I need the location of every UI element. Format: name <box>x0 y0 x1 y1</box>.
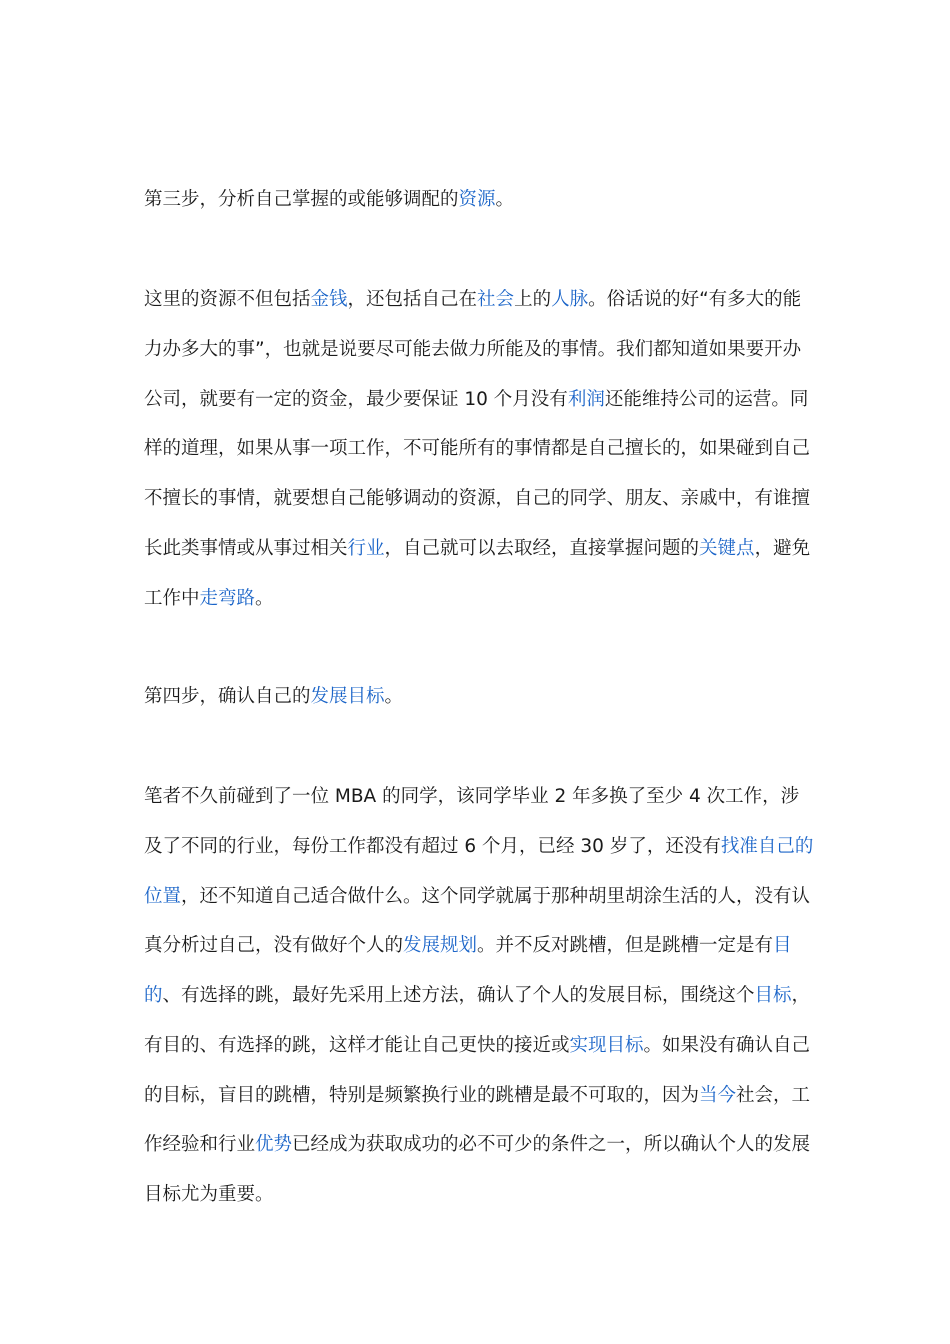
step3-heading <box>144 175 814 225</box>
text-run: ，避免工作中 <box>144 537 811 609</box>
text-run: 。 <box>384 686 404 707</box>
text-run: 已经成为获取成功的必不可少的条件之一，所以确认个人的发展目标尤为重要。 <box>144 1134 811 1205</box>
inline-link[interactable]: 当今 <box>699 1084 737 1106</box>
text-run: 这里的资源不但包括 <box>144 289 311 310</box>
text-run: ，自己就可以去取经，直接掌握问题的 <box>384 537 700 559</box>
inline-link[interactable]: 找准自己的位置 <box>144 835 814 907</box>
inline-link[interactable]: 人脉 <box>551 289 589 310</box>
text-run: 。俗话说的好“有多大的能力办多大的事”，也就是说要尽可能去做力所能及的事情。我们都知道如果要开办公司，就要有一定的资金，最少要保证 10 个月没有 <box>144 289 802 410</box>
inline-link[interactable]: 社会 <box>477 289 515 310</box>
text-run: 上的 <box>514 289 552 310</box>
text-run: 。 <box>495 189 515 210</box>
text-run: 第四步，确认自己的 <box>144 686 311 707</box>
text-run: 。 <box>255 587 274 609</box>
inline-link[interactable]: 发展规划 <box>403 935 478 957</box>
text-run: ，有目的、有选择的跳，这样才能让自己更快的接近或 <box>144 985 811 1056</box>
step3-body-paragraph <box>144 275 814 623</box>
text-run: 笔者不久前碰到了一位 MBA 的同学，该同学毕业 2 年多换了至少 4 次工作，涉及了不同的行业，每份工作都没有超过 6 个月，已经 30 岁了，还没有 <box>144 786 800 857</box>
inline-link[interactable]: 金钱 <box>310 289 348 310</box>
inline-link[interactable]: 目标 <box>754 985 792 1006</box>
inline-link[interactable]: 目的 <box>144 935 792 1006</box>
step4-heading <box>144 672 814 722</box>
inline-link[interactable]: 关键点 <box>699 537 755 559</box>
text-run: 还能维持公司的运营。同样的道理，如果从事一项工作，不可能所有的事情都是自己擅长的，如果碰到自己不擅长的事情，就要想自己能够调动的资源，自己的同学、朋友、亲戚中，有谁擅长此类事情或从事过相关 <box>144 388 811 559</box>
text-run: 。并不反对跳槽，但是跳槽一定是有 <box>477 935 774 957</box>
inline-link[interactable]: 利润 <box>567 388 605 410</box>
text-run: 第三步，分析自己掌握的或能够调配的 <box>144 189 459 210</box>
text-run: 社会，工作经验和行业 <box>144 1084 811 1156</box>
inline-link[interactable]: 实现目标 <box>569 1034 644 1056</box>
text-run: 、有选择的跳，最好先采用上述方法，确认了个人的发展目标，围绕这个 <box>162 985 755 1006</box>
text-run: ，还不知道自己适合做什么。这个同学就属于那种胡里胡涂生活的人，没有认真分析过自己，没有做好个人的 <box>144 885 811 957</box>
text-run: ，还包括自己在 <box>347 289 478 310</box>
inline-link[interactable]: 发展目标 <box>310 686 385 707</box>
inline-link[interactable]: 优势 <box>255 1134 293 1156</box>
inline-link[interactable]: 走弯路 <box>199 587 256 609</box>
text-run: 。如果没有确认自己的目标，盲目的跳槽，特别是频繁换行业的跳槽是最不可取的，因为 <box>144 1034 811 1106</box>
step4-body-paragraph <box>144 772 814 1220</box>
inline-link[interactable]: 资源 <box>458 189 496 210</box>
inline-link[interactable]: 行业 <box>347 537 385 559</box>
